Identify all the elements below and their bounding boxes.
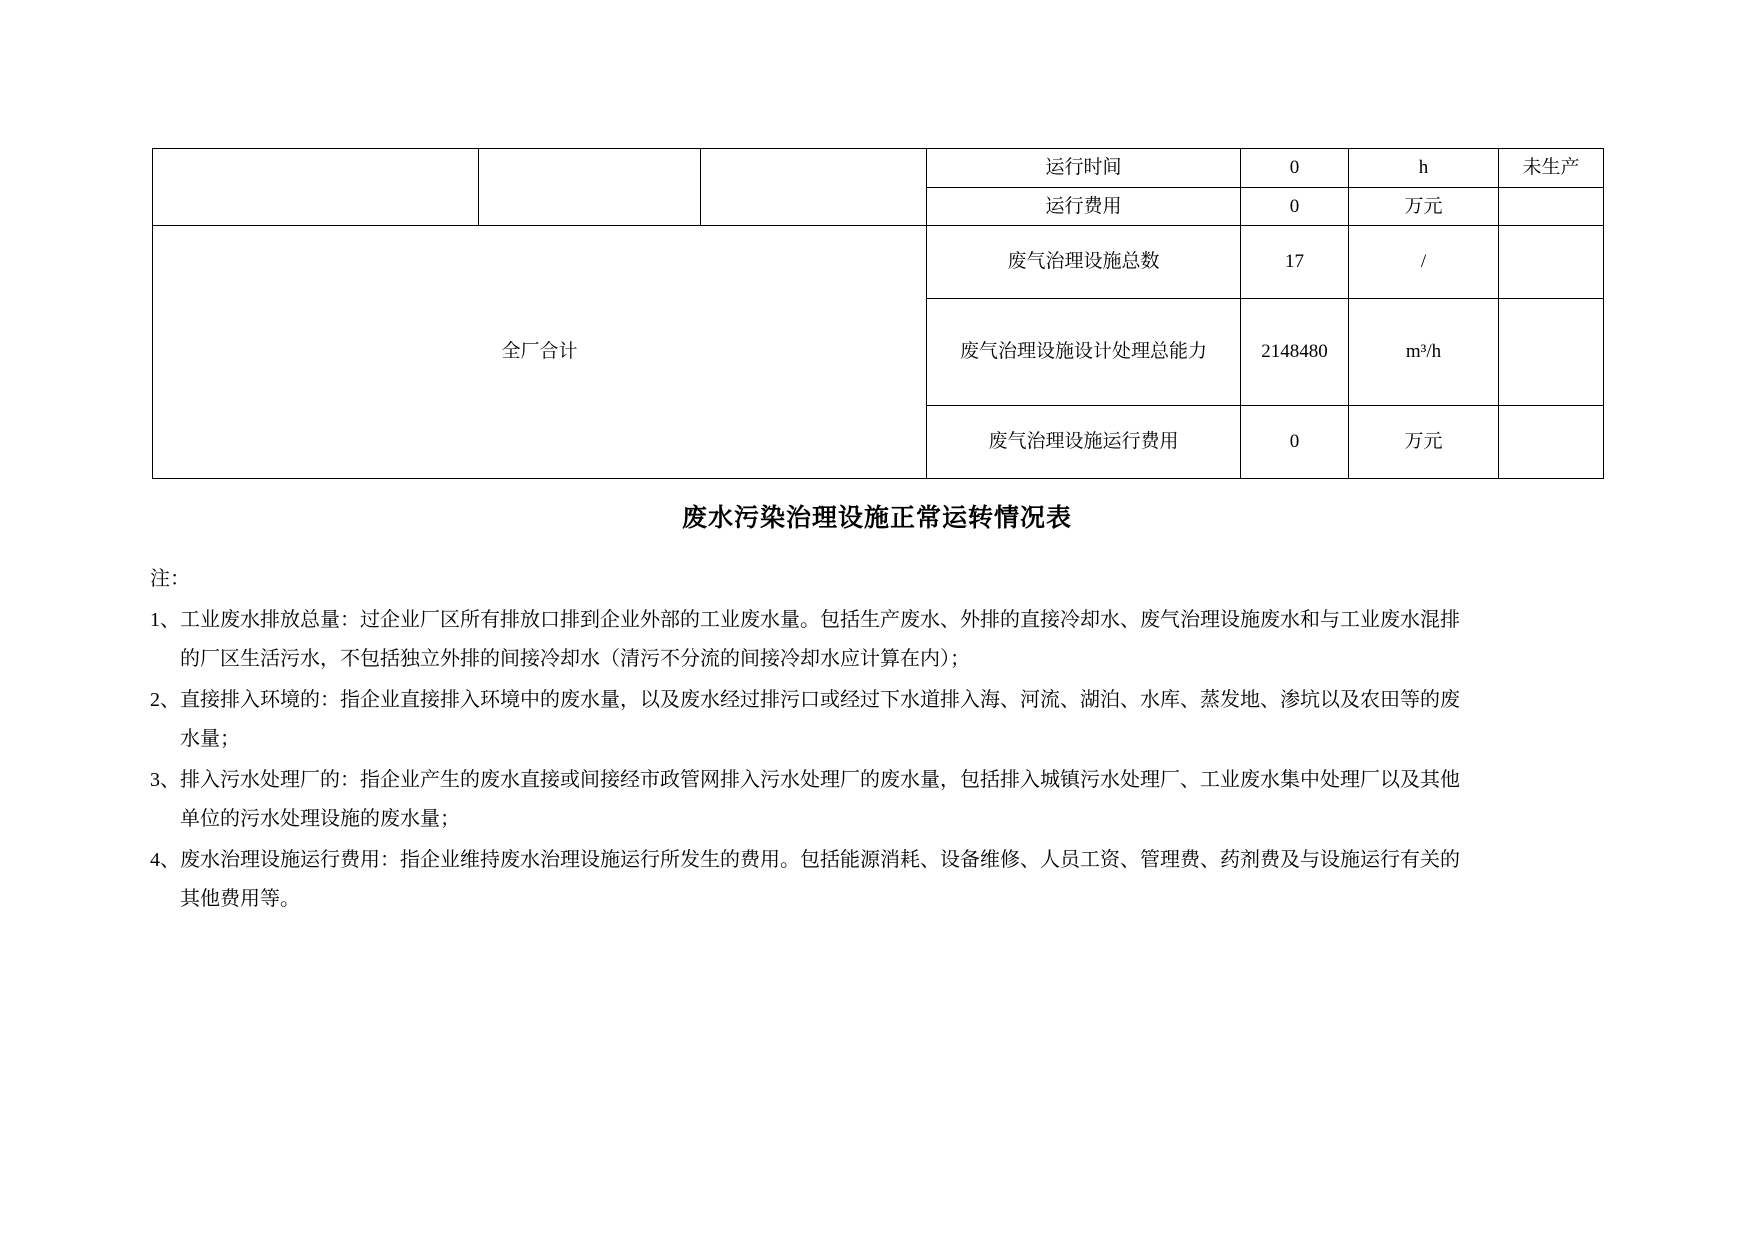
note-item-4-line1: 4、废水治理设施运行费用：指企业维持废水治理设施运行所发生的费用。包括能源消耗、设备维修、人员工资、管理费、药剂费及与设施运行有关的 xyxy=(150,849,1460,871)
note-item-4 xyxy=(150,841,1610,919)
table-row xyxy=(153,149,1604,188)
note-item-4-line2: 其他费用等。 xyxy=(180,888,300,910)
cell-unit-runtime: h xyxy=(1349,149,1499,188)
cell-blank-b1 xyxy=(479,149,701,226)
cell-remark-runtime: 未生产 xyxy=(1499,149,1604,188)
cell-unit-gas-run-cost: 万元 xyxy=(1349,406,1499,479)
facility-summary-table-wrapper xyxy=(152,148,1604,479)
cell-value-gas-design-capacity: 2148480 xyxy=(1241,299,1349,406)
cell-item-gas-run-cost: 废气治理设施运行费用 xyxy=(927,406,1241,479)
cell-remark-gas-run-cost xyxy=(1499,406,1604,479)
cell-value-runtime: 0 xyxy=(1241,149,1349,188)
cell-item-runcost: 运行费用 xyxy=(927,187,1241,226)
note-item-2 xyxy=(150,681,1610,759)
note-item-1 xyxy=(150,601,1610,679)
note-item-3-line1: 3、排入污水处理厂的：指企业产生的废水直接或间接经市政管网排入污水处理厂的废水量，包括排入城镇污水处理厂、工业废水集中处理厂以及其他 xyxy=(150,769,1460,791)
cell-unit-gas-facility-count: / xyxy=(1349,226,1499,299)
note-item-1-line2: 的厂区生活污水，不包括独立外排的间接冷却水（清污不分流的间接冷却水应计算在内）； xyxy=(180,648,970,670)
cell-remark-gas-facility-count xyxy=(1499,226,1604,299)
note-item-3 xyxy=(150,761,1610,839)
cell-blank-c1 xyxy=(701,149,927,226)
facility-summary-table xyxy=(152,148,1604,479)
cell-item-gas-design-capacity: 废气治理设施设计处理总能力 xyxy=(927,299,1241,406)
cell-item-gas-facility-count: 废气治理设施总数 xyxy=(927,226,1241,299)
cell-remark-gas-design-capacity xyxy=(1499,299,1604,406)
table-row xyxy=(153,226,1604,299)
note-item-1-line1: 1、工业废水排放总量：过企业厂区所有排放口排到企业外部的工业废水量。包括生产废水、外排的直接冷却水、废气治理设施废水和与工业废水混排 xyxy=(150,609,1460,631)
cell-value-gas-facility-count: 17 xyxy=(1241,226,1349,299)
page-title: 废水污染治理设施正常运转情况表 xyxy=(681,505,1072,532)
note-item-2-line2: 水量； xyxy=(180,728,240,750)
note-item-3-line2: 单位的污水处理设施的废水量； xyxy=(180,808,460,830)
note-item-2-line1: 2、直接排入环境的：指企业直接排入环境中的废水量，以及废水经过排污口或经过下水道排入海、河流、湖泊、水库、蒸发地、渗坑以及农田等的废 xyxy=(150,689,1460,711)
cell-blank-a1 xyxy=(153,149,479,226)
notes-section xyxy=(150,560,1610,921)
cell-item-runtime: 运行时间 xyxy=(927,149,1241,188)
notes-header: 注： xyxy=(150,568,190,590)
cell-plant-total-label: 全厂合计 xyxy=(153,226,927,479)
cell-remark-runcost xyxy=(1499,187,1604,226)
cell-value-runcost: 0 xyxy=(1241,187,1349,226)
cell-value-gas-run-cost: 0 xyxy=(1241,406,1349,479)
cell-unit-runcost: 万元 xyxy=(1349,187,1499,226)
cell-unit-gas-design-capacity: m³/h xyxy=(1349,299,1499,406)
